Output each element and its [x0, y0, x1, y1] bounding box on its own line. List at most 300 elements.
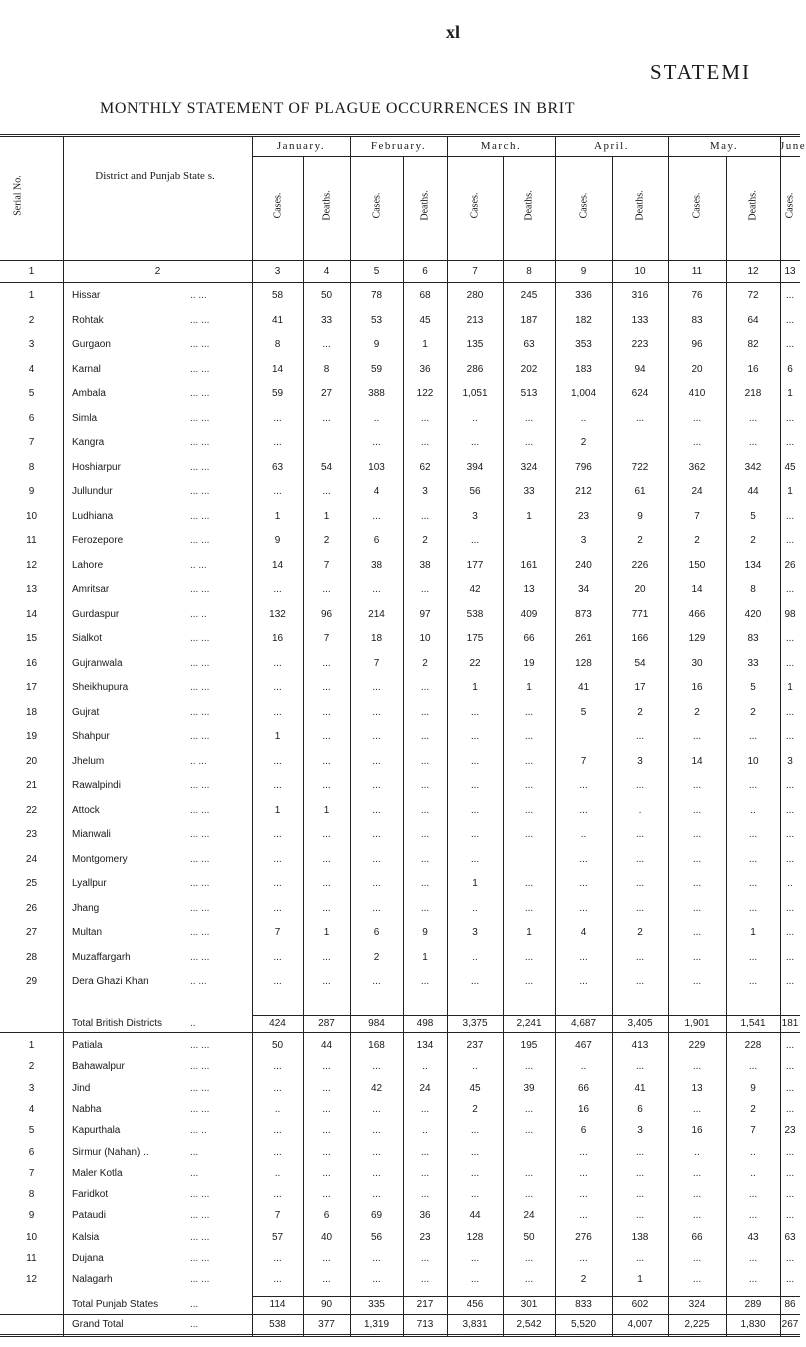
cases-value: 212	[575, 486, 592, 497]
cases-value: ...	[579, 902, 588, 914]
deaths-value: ...	[635, 1189, 645, 1201]
row-serial: 4	[28, 363, 35, 375]
cases-value: 538	[269, 1319, 286, 1330]
cases-value: 175	[466, 633, 484, 644]
district-name: Ludhiana	[72, 510, 114, 522]
row-serial: 16	[25, 657, 38, 669]
cases-value: ...	[785, 1189, 795, 1201]
cases-value: ...	[470, 706, 480, 718]
cases-value: 1	[787, 682, 793, 693]
district-name: Dera Ghazi Khan	[72, 976, 149, 987]
cases-value: 20	[691, 363, 703, 375]
cases-value: ...	[785, 706, 795, 718]
leader-dots: ... ..	[190, 608, 207, 620]
column-number: 8	[526, 266, 532, 277]
deaths-value: ...	[748, 1210, 758, 1222]
cases-value: ...	[372, 902, 381, 914]
leader-dots: ... ...	[190, 486, 210, 497]
cases-value: 26	[784, 559, 796, 571]
leader-dots: ... ...	[190, 314, 210, 326]
cases-value: 63	[784, 1231, 796, 1243]
cases-value: 394	[466, 461, 484, 473]
cases-value: ...	[785, 731, 795, 742]
rule-state-total-top	[252, 1296, 800, 1297]
cases-value: 1	[274, 804, 281, 816]
deaths-value: 122	[416, 388, 434, 399]
deaths-value: ...	[524, 755, 534, 767]
row-serial: 9	[28, 486, 35, 497]
cases-value: 2	[580, 437, 587, 448]
cases-value: ..	[580, 412, 587, 424]
deaths-value: ...	[420, 902, 430, 914]
deaths-value: 2,241	[516, 1018, 542, 1029]
district-name: Jhelum	[72, 755, 105, 767]
cases-value: 56	[469, 486, 481, 497]
deaths-value: ...	[420, 976, 430, 987]
deaths-value: ...	[748, 878, 758, 889]
deaths-value: 4,007	[627, 1319, 653, 1330]
cases-value: 132	[269, 608, 286, 620]
deaths-value: 6	[637, 1103, 643, 1115]
column-number: 3	[274, 266, 281, 277]
deaths-value: 316	[631, 290, 649, 301]
deaths-value: 2	[323, 535, 330, 546]
cases-value: ...	[273, 437, 282, 448]
cases-value: 57	[271, 1231, 284, 1243]
cases-value: ...	[273, 1189, 282, 1201]
deaths-value: ...	[635, 902, 645, 914]
deaths-value: 161	[520, 559, 538, 571]
deaths-value: ...	[420, 584, 430, 595]
deaths-value: 9	[422, 927, 428, 938]
deaths-value: ...	[420, 682, 430, 693]
deaths-value: 6	[323, 1210, 330, 1222]
column-number: 13	[784, 266, 796, 277]
deaths-value: ...	[635, 1146, 645, 1158]
cases-value: 3	[580, 535, 587, 546]
row-serial: 25	[25, 878, 38, 889]
cases-value: ...	[692, 1253, 702, 1264]
deaths-value: 134	[744, 559, 762, 571]
state-name: Sirmur (Nahan) ..	[72, 1146, 149, 1158]
cases-value: ...	[579, 780, 588, 791]
deaths-value: 94	[634, 363, 646, 375]
month-header: May.	[709, 140, 739, 152]
row-serial: 18	[25, 706, 38, 718]
cases-value: 58	[271, 290, 284, 301]
cases-value: ...	[273, 1082, 282, 1094]
state-name: Pataudi	[72, 1210, 106, 1222]
deaths-value: ..	[750, 1146, 756, 1158]
deaths-value: ...	[524, 1253, 534, 1264]
leader-dots: ... ...	[190, 804, 210, 816]
cases-value: ...	[372, 1061, 381, 1073]
deaths-value: 63	[523, 339, 535, 350]
deaths-value: 17	[634, 682, 646, 693]
cases-value: 3	[472, 510, 478, 522]
deaths-value: ..	[750, 804, 756, 816]
cases-value: ...	[692, 412, 702, 424]
district-name: Multan	[72, 927, 103, 938]
leader-dots: ... ...	[190, 1253, 210, 1264]
cases-value: 214	[368, 608, 385, 620]
deaths-value: 771	[631, 608, 649, 620]
cases-value: 1,319	[363, 1319, 390, 1330]
cases-value: 78	[370, 290, 383, 301]
row-serial: 29	[25, 976, 38, 987]
row-serial: 10	[25, 1231, 38, 1243]
column-number: 10	[634, 266, 646, 277]
row-serial: 3	[28, 339, 35, 350]
cases-value: 456	[466, 1299, 484, 1310]
cases-value: ...	[273, 951, 282, 963]
cases-header: Cases.	[371, 192, 382, 219]
cases-value: 1	[274, 731, 281, 742]
cases-value: 66	[691, 1231, 703, 1243]
district-name: Mianwali	[72, 829, 111, 840]
deaths-value: 2	[637, 927, 643, 938]
rule-state-total	[0, 1314, 800, 1315]
deaths-value: 289	[744, 1299, 762, 1310]
leader-dots: ... ...	[190, 1189, 210, 1201]
cases-header: Cases.	[578, 192, 589, 219]
leader-dots: ... ...	[190, 633, 210, 644]
deaths-value: 2	[750, 535, 756, 546]
district-name: Simla	[72, 412, 98, 424]
leader-dots: ... ...	[190, 1210, 210, 1222]
leader-dots: ... ...	[190, 1274, 210, 1286]
cases-value: ...	[785, 584, 795, 595]
cases-value: ...	[470, 780, 480, 791]
row-serial: 1	[28, 290, 35, 301]
cases-value: 83	[691, 314, 703, 326]
deaths-value: ...	[322, 706, 331, 718]
cases-value: 96	[691, 339, 703, 350]
deaths-value: ...	[420, 755, 430, 767]
cases-value: ...	[470, 731, 480, 742]
cases-value: ...	[372, 853, 381, 865]
cases-value: ...	[273, 976, 282, 987]
cases-value: ..	[694, 1146, 700, 1158]
leader-dots: ... ...	[190, 412, 210, 424]
cases-value: ..	[580, 829, 587, 840]
cases-value: 873	[575, 608, 592, 620]
state-name: Dujana	[72, 1253, 104, 1264]
row-serial: 3	[28, 1082, 35, 1094]
deaths-value: ...	[420, 1167, 430, 1179]
month-header: February.	[370, 140, 427, 152]
deaths-value: 1	[526, 682, 532, 693]
rule-bottom	[0, 1334, 800, 1335]
cases-value: ...	[273, 486, 282, 497]
leader-dots: ...	[190, 1299, 199, 1310]
cases-value: ...	[372, 706, 381, 718]
cases-value: ...	[692, 1167, 702, 1179]
cases-value: 14	[691, 584, 703, 595]
cases-value: 114	[269, 1299, 286, 1310]
month-header: June	[780, 140, 806, 152]
row-serial: 11	[26, 1253, 37, 1264]
cases-value: 69	[370, 1210, 383, 1222]
deaths-value: ...	[322, 682, 331, 693]
deaths-value: 1	[526, 510, 532, 522]
cases-value: 1	[787, 388, 793, 399]
deaths-value: 287	[318, 1018, 335, 1029]
deaths-value: ...	[322, 731, 331, 742]
district-name: Kangra	[72, 437, 105, 448]
district-name: Hissar	[72, 290, 101, 301]
cases-value: 44	[469, 1210, 481, 1222]
row-serial: 7	[28, 437, 35, 448]
cases-value: ...	[372, 804, 381, 816]
leader-dots: ... ...	[190, 1103, 210, 1115]
deaths-value: 7	[750, 1125, 756, 1137]
cases-value: 2	[694, 535, 700, 546]
deaths-value: .	[638, 804, 642, 816]
cases-value: 213	[466, 314, 484, 326]
deaths-value: 2	[422, 657, 428, 669]
cases-value: 34	[577, 584, 590, 595]
row-serial: 7	[28, 1167, 35, 1179]
cases-value: ...	[273, 755, 282, 767]
month-header: March.	[480, 140, 522, 152]
deaths-value: 2,542	[516, 1319, 542, 1330]
cases-value: 6	[373, 927, 380, 938]
leader-dots: ... ...	[190, 780, 210, 791]
deaths-value: ...	[748, 437, 758, 448]
cases-value: 267	[781, 1319, 799, 1330]
cases-value: 1,004	[570, 388, 597, 399]
cases-header: Cases.	[784, 192, 796, 219]
rule-col	[503, 156, 504, 1336]
cases-value: ...	[579, 1146, 588, 1158]
cases-value: ...	[273, 853, 282, 865]
deaths-value: ...	[635, 853, 645, 865]
deaths-value: 40	[320, 1231, 333, 1243]
cases-value: ...	[785, 1253, 795, 1264]
deaths-value: 2	[750, 706, 756, 718]
deaths-value: 3	[637, 755, 643, 767]
deaths-value: 33	[747, 657, 759, 669]
deaths-value: 62	[419, 461, 431, 473]
cases-value: 237	[466, 1040, 484, 1051]
cases-value: ...	[785, 804, 795, 816]
cases-value: 13	[691, 1082, 703, 1094]
district-name: Jhang	[72, 902, 100, 914]
deaths-value: ...	[524, 804, 534, 816]
cases-value: ...	[579, 1253, 588, 1264]
district-name: Amritsar	[72, 584, 110, 595]
state-name: Nalagarh	[72, 1274, 113, 1286]
cases-value: 16	[691, 682, 703, 693]
deaths-value: 50	[523, 1231, 535, 1243]
cases-value: 324	[688, 1299, 706, 1310]
deaths-value: 83	[747, 633, 759, 644]
row-serial: 10	[25, 510, 38, 522]
row-serial: 8	[28, 1189, 35, 1201]
district-name: Lahore	[72, 559, 104, 571]
deaths-value: 1	[750, 927, 756, 938]
row-serial: 2	[28, 1061, 35, 1073]
deaths-value: ...	[322, 976, 331, 987]
deaths-value: 68	[419, 290, 431, 301]
deaths-value: ...	[748, 902, 758, 914]
cases-value: ...	[470, 1146, 480, 1158]
row-serial: 8	[28, 461, 35, 473]
deaths-value: 54	[634, 657, 646, 669]
cases-value: ...	[579, 1189, 588, 1201]
column-number: 9	[580, 266, 587, 277]
deaths-value: 72	[747, 290, 759, 301]
cases-value: 53	[370, 314, 383, 326]
cases-value: ..	[580, 1061, 587, 1073]
rule-months	[252, 156, 800, 157]
cases-value: 2,225	[684, 1319, 710, 1330]
cases-value: ...	[470, 1125, 480, 1137]
deaths-value: 713	[416, 1319, 434, 1330]
cases-value: 467	[575, 1040, 592, 1051]
cases-value: ..	[274, 1103, 281, 1115]
deaths-value: 1	[323, 804, 330, 816]
leader-dots: ... ...	[190, 853, 210, 865]
deaths-value: 1,830	[740, 1319, 766, 1330]
deaths-value: ...	[322, 1253, 331, 1264]
cases-value: 3	[787, 755, 793, 767]
cases-value: 42	[370, 1082, 383, 1094]
cases-value: ...	[579, 976, 588, 987]
cases-value: ...	[273, 412, 282, 424]
cases-value: ..	[274, 1167, 281, 1179]
leader-dots: ...	[190, 1319, 199, 1330]
cases-value: 2	[694, 706, 700, 718]
cases-value: 353	[575, 339, 592, 350]
column-number: 1	[28, 266, 35, 277]
row-serial: 5	[28, 388, 35, 399]
deaths-value: 41	[634, 1082, 646, 1094]
cases-value: 8	[274, 339, 281, 350]
cases-value: ...	[692, 804, 702, 816]
deaths-value: ...	[524, 1274, 534, 1286]
state-total-label: Total Punjab States	[72, 1299, 159, 1310]
deaths-value: 20	[634, 584, 646, 595]
cases-value: 1	[472, 878, 478, 889]
deaths-value: ...	[635, 878, 645, 889]
deaths-value: 513	[520, 388, 538, 399]
cases-value: ...	[692, 780, 702, 791]
column-number: 6	[422, 266, 428, 277]
rule-col	[612, 156, 613, 1336]
cases-value: 9	[274, 535, 281, 546]
deaths-value: 2	[422, 535, 428, 546]
cases-value: 410	[688, 388, 706, 399]
cases-value: ...	[470, 1274, 480, 1286]
cases-value: 276	[575, 1231, 592, 1243]
deaths-value: 44	[747, 486, 759, 497]
deaths-value: 217	[416, 1299, 434, 1310]
cases-value: 150	[688, 559, 706, 571]
leader-dots: ... ...	[190, 461, 210, 473]
deaths-value: 226	[631, 559, 649, 571]
deaths-value: ...	[524, 1189, 534, 1201]
leader-dots: ... ...	[190, 339, 210, 350]
cases-value: 1,051	[462, 388, 488, 399]
cases-value: ...	[579, 804, 588, 816]
deaths-value: ...	[322, 486, 331, 497]
deaths-value: 44	[320, 1040, 333, 1051]
cases-value: 103	[368, 461, 385, 473]
deaths-value: 2	[637, 706, 643, 718]
leader-dots: ..	[190, 1018, 196, 1029]
cases-value: 14	[271, 363, 284, 375]
cases-value: 538	[466, 608, 484, 620]
column-number: 12	[747, 266, 759, 277]
row-serial: 5	[28, 1125, 35, 1137]
deaths-value: ..	[422, 1061, 428, 1073]
cases-value: ...	[785, 412, 795, 424]
deaths-value: 10	[747, 755, 759, 767]
cases-value: 24	[691, 486, 703, 497]
deaths-value: 16	[747, 363, 759, 375]
cases-value: 5	[580, 706, 587, 718]
cases-value: ..	[472, 951, 478, 963]
cases-value: ...	[579, 951, 588, 963]
row-serial: 9	[28, 1210, 35, 1222]
deaths-header: Deaths.	[747, 190, 759, 221]
cases-value: ...	[273, 657, 282, 669]
deaths-value: 24	[523, 1210, 535, 1222]
grand-total-label: Grand Total	[72, 1319, 124, 1330]
cases-value: ..	[373, 412, 380, 424]
statement-title: STATEMI	[650, 60, 751, 84]
deaths-value: 9	[637, 510, 643, 522]
cases-value: ...	[785, 829, 795, 840]
district-name: Gujrat	[72, 706, 100, 718]
cases-value: 335	[368, 1299, 385, 1310]
cases-value: ...	[273, 584, 282, 595]
cases-value: 7	[274, 927, 281, 938]
cases-value: 388	[368, 388, 385, 399]
deaths-value: ...	[635, 829, 645, 840]
deaths-value: ...	[635, 976, 645, 987]
row-serial: 2	[28, 314, 35, 326]
cases-value: 23	[784, 1125, 796, 1137]
row-serial: 23	[25, 829, 38, 840]
deaths-value: 624	[631, 388, 649, 399]
deaths-value: 5	[750, 510, 756, 522]
state-name: Faridkot	[72, 1189, 109, 1201]
cases-value: 42	[469, 584, 481, 595]
deaths-value: ...	[524, 829, 534, 840]
deaths-value: 7	[323, 633, 330, 644]
deaths-value: ...	[524, 731, 534, 742]
cases-value: ...	[372, 731, 381, 742]
state-name: Kapurthala	[72, 1125, 121, 1137]
deaths-value: ...	[322, 412, 331, 424]
cases-value: 7	[580, 755, 587, 767]
deaths-value: ...	[524, 902, 534, 914]
deaths-value: ...	[420, 412, 430, 424]
deaths-value: 9	[750, 1082, 756, 1094]
deaths-value: ...	[420, 804, 430, 816]
deaths-value: 301	[520, 1299, 538, 1310]
deaths-value: 342	[744, 461, 762, 473]
cases-header: Cases.	[469, 192, 481, 219]
leader-dots: .. ...	[190, 976, 207, 987]
row-serial: 26	[25, 902, 38, 914]
leader-dots: ... ...	[190, 902, 210, 914]
cases-value: 129	[688, 633, 706, 644]
district-name: Hoshiarpur	[72, 461, 121, 473]
